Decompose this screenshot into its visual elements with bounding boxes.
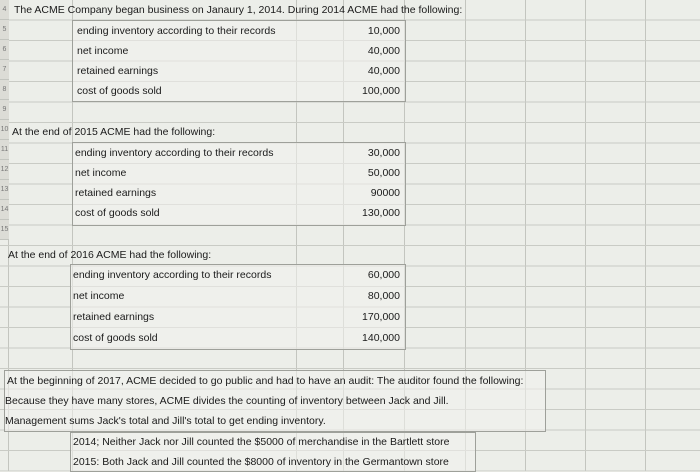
row-label[interactable]: net income: [75, 167, 127, 179]
row-label[interactable]: retained earnings: [77, 65, 159, 77]
row-header[interactable]: 9: [0, 100, 9, 120]
row-label[interactable]: cost of goods sold: [77, 85, 162, 97]
audit-line-2[interactable]: Because they have many stores, ACME divides the counting of inventory between Jack and Jill.: [5, 395, 449, 407]
row-value[interactable]: 40,000: [367, 45, 400, 57]
row-value[interactable]: 170,000: [362, 311, 400, 323]
finding-2014[interactable]: 2014; Neither Jack nor Jill counted the $5000 of merchandise in the Bartlett store: [73, 436, 450, 448]
row-header[interactable]: 12: [0, 160, 9, 180]
row-label[interactable]: ending inventory according to their records: [75, 147, 274, 159]
row-header[interactable]: 10: [0, 120, 9, 140]
audit-line-1[interactable]: At the beginning of 2017, ACME decided to go public and had to have an audit: The auditor found the following:: [7, 375, 524, 387]
intro-text[interactable]: The ACME Company began business on Janaury 1, 2014. During 2014 ACME had the following:: [14, 4, 463, 16]
row-value[interactable]: 80,000: [367, 290, 400, 302]
row-header[interactable]: 15: [0, 220, 9, 240]
row-value[interactable]: 60,000: [367, 269, 400, 281]
row-value[interactable]: 50,000: [367, 167, 400, 179]
row-header[interactable]: 7: [0, 60, 9, 80]
row-label[interactable]: retained earnings: [75, 187, 157, 199]
row-header[interactable]: 5: [0, 20, 9, 40]
row-value[interactable]: 130,000: [362, 207, 400, 219]
finding-2015[interactable]: 2015: Both Jack and Jill counted the $8000 of inventory in the Germantown store: [73, 456, 449, 468]
row-label[interactable]: retained earnings: [73, 311, 155, 323]
row-header[interactable]: 11: [0, 140, 9, 160]
row-header[interactable]: 13: [0, 180, 9, 200]
row-header[interactable]: 6: [0, 40, 9, 60]
row-label[interactable]: ending inventory according to their records: [77, 25, 276, 37]
row-value[interactable]: 140,000: [362, 332, 400, 344]
row-value[interactable]: 90000: [370, 187, 400, 199]
row-header[interactable]: 4: [0, 0, 9, 20]
row-value[interactable]: 10,000: [367, 25, 400, 37]
row-label[interactable]: net income: [77, 45, 129, 57]
section-heading-2015[interactable]: At the end of 2015 ACME had the following:: [12, 126, 216, 138]
section-heading-2016[interactable]: At the end of 2016 ACME had the following:: [8, 249, 212, 261]
row-header[interactable]: 14: [0, 200, 9, 220]
row-header[interactable]: 8: [0, 80, 9, 100]
row-value[interactable]: 100,000: [362, 85, 400, 97]
row-value[interactable]: 30,000: [367, 147, 400, 159]
audit-line-3[interactable]: Management sums Jack's total and Jill's total to get ending inventory.: [5, 415, 326, 427]
row-label[interactable]: cost of goods sold: [73, 332, 158, 344]
row-value[interactable]: 40,000: [367, 65, 400, 77]
row-label[interactable]: net income: [73, 290, 125, 302]
row-label[interactable]: cost of goods sold: [75, 207, 160, 219]
row-label[interactable]: ending inventory according to their records: [73, 269, 272, 281]
